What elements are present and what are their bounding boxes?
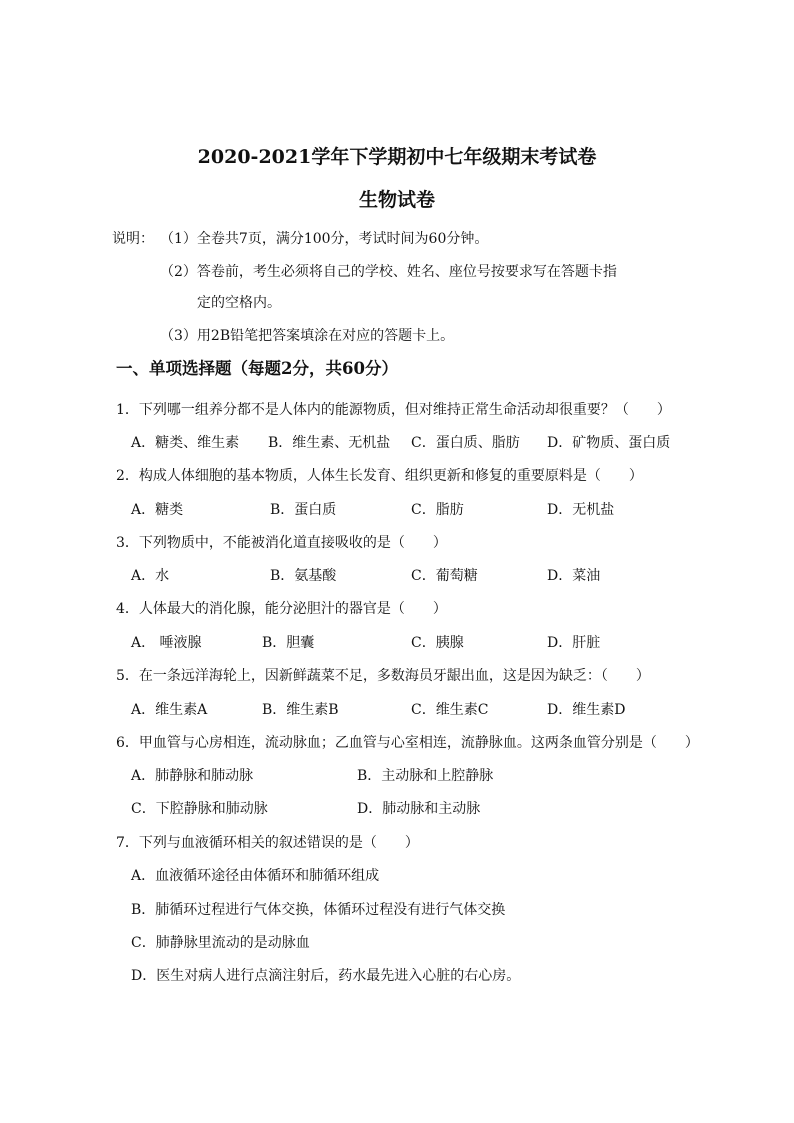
question-option: A．肺静脉和肺动脉 xyxy=(131,768,254,784)
question-option: C．葡萄糖 xyxy=(411,568,478,584)
instruction-item: （3）用2B铅笔把答案填涂在对应的答题卡上。 xyxy=(160,328,455,344)
question-text: 7．下列与血液循环相关的叙述错误的是（ ） xyxy=(116,835,419,851)
question-text: 6．甲血管与心房相连，流动脉血；乙血管与心室相连，流静脉血。这两条血管分别是（ ） xyxy=(116,735,699,751)
question-option: C．蛋白质、脂肪 xyxy=(411,435,520,451)
question-option: D．维生素D xyxy=(547,702,626,718)
question-option: D．肺动脉和主动脉 xyxy=(357,801,481,817)
question-text: 3．下列物质中，不能被消化道直接吸收的是（ ） xyxy=(116,535,447,551)
question-option: A．维生素A xyxy=(131,702,208,718)
question-option: B．主动脉和上腔静脉 xyxy=(357,768,494,784)
question-option: A．糖类 xyxy=(131,502,184,518)
question-text: 2．构成人体细胞的基本物质，人体生长发育、组织更新和修复的重要原料是（ ） xyxy=(116,468,643,484)
instructions-label: 说明： xyxy=(112,231,154,247)
section-title: 一、单项选择题（每题2分，共60分） xyxy=(116,359,398,378)
question-text: 4．人体最大的消化腺，能分泌胆汁的器官是（ ） xyxy=(116,601,447,617)
question-option: C．维生素C xyxy=(411,702,489,718)
question-option: B．胆囊 xyxy=(262,635,315,651)
question-option: B．肺循环过程进行气体交换，体循环过程没有进行气体交换 xyxy=(131,902,506,918)
question-text: 5．在一条远洋海轮上，因新鲜蔬菜不足，多数海员牙龈出血，这是因为缺乏：（ ） xyxy=(116,668,650,684)
question-option: B．蛋白质 xyxy=(270,502,337,518)
question-option: C．下腔静脉和肺动脉 xyxy=(131,801,268,817)
question-option: B．维生素、无机盐 xyxy=(268,435,391,451)
question-option: B．氨基酸 xyxy=(270,568,337,584)
question-option: D．医生对病人进行点滴注射后，药水最先进入心脏的右心房。 xyxy=(131,968,521,984)
question-option: A．水 xyxy=(131,568,170,584)
question-option: D．菜油 xyxy=(547,568,601,584)
exam-title: 2020-2021学年下学期初中七年级期末考试卷 xyxy=(197,146,597,168)
exam-subtitle: 生物试卷 xyxy=(358,189,435,211)
question-option: C．胰腺 xyxy=(411,635,464,651)
question-option: A．血液循环途径由体循环和肺循环组成 xyxy=(131,868,380,884)
question-option: B．维生素B xyxy=(262,702,339,718)
question-option: A． 唾液腺 xyxy=(131,635,202,651)
instruction-item: 定的空格内。 xyxy=(197,295,281,311)
question-option: D．肝脏 xyxy=(547,635,601,651)
instruction-item: （1）全卷共7页，满分100分，考试时间为60分钟。 xyxy=(160,231,489,247)
question-option: C．肺静脉里流动的是动脉血 xyxy=(131,935,310,951)
question-option: C．脂肪 xyxy=(411,502,464,518)
question-option: A．糖类、维生素 xyxy=(131,435,240,451)
question-option: D．矿物质、蛋白质 xyxy=(547,435,671,451)
question-option: D．无机盐 xyxy=(547,502,615,518)
question-text: 1．下列哪一组养分都不是人体内的能源物质，但对维持正常生命活动却很重要？（ ） xyxy=(116,402,671,418)
instruction-item: （2）答卷前，考生必须将自己的学校、姓名、座位号按要求写在答题卡指 xyxy=(160,264,617,280)
